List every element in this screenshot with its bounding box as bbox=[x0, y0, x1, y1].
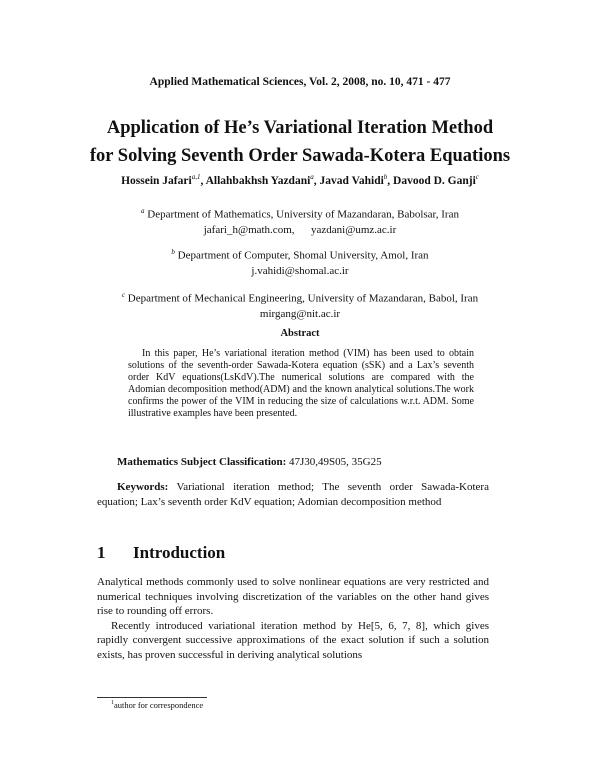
author-affil-mark: a bbox=[310, 173, 314, 181]
msc-label: Mathematics Subject Classification: bbox=[117, 456, 287, 468]
affil-mark: a bbox=[141, 207, 145, 215]
footnote-rule bbox=[97, 697, 207, 698]
keywords-value: Variational iteration method; The seventh order Sawada-Kotera equation; Lax’s seventh order KdV equation; Adomian decomposition method bbox=[97, 481, 489, 508]
keywords-block bbox=[97, 480, 489, 509]
section-title-text: Introduction bbox=[133, 543, 226, 562]
affil-line: Department of Mechanical Engineering, University of Mazandaran, Babol, Iran bbox=[127, 292, 479, 305]
author-affil-mark: c bbox=[475, 173, 479, 181]
msc-value: 47J30,49S05, 35G25 bbox=[289, 456, 382, 468]
title-line-2: for Solving Seventh Order Sawada-Kotera Equations bbox=[89, 146, 511, 166]
affil-line: Department of Mathematics, University of Mazandaran, Babolsar, Iran bbox=[147, 208, 459, 221]
author-name: Davood D. Ganji bbox=[393, 174, 476, 187]
journal-header: Applied Mathematical Sciences, Vol. 2, 2008, no. 10, 471 - 477 bbox=[149, 76, 451, 88]
affil-line: Department of Computer, Shomal University, Amol, Iran bbox=[177, 249, 429, 262]
author-affil-mark: a,1 bbox=[191, 173, 201, 181]
title-line-1: Application of He’s Variational Iteration Method bbox=[106, 118, 494, 138]
affiliation-c bbox=[0, 288, 600, 322]
section-number: 1 bbox=[97, 543, 106, 562]
author-name: Javad Vahidi bbox=[319, 174, 384, 187]
author-list: Hossein Jafari$^{a,1}$, Allahbakhsh Yazdani$^a$, Javad Vahidi$^b$, Davood D. Ganji$^c$ bbox=[121, 173, 479, 187]
footnote bbox=[111, 700, 203, 710]
introduction-body bbox=[97, 575, 489, 663]
author-name: Hossein Jafari bbox=[121, 174, 192, 187]
section-heading bbox=[97, 543, 225, 563]
footnote-text: author for correspondence bbox=[114, 700, 204, 710]
msc-line bbox=[117, 456, 497, 468]
affiliation-b bbox=[0, 245, 600, 279]
author-name: Allahbakhsh Yazdani bbox=[205, 174, 311, 187]
affil-mark: b bbox=[171, 248, 175, 256]
intro-paragraph: Analytical methods commonly used to solve nonlinear equations are very restricted and numerical techniques involving discretization of the variables on the other hand gives rise to rounding off errors. bbox=[97, 576, 489, 618]
abstract-text: In this paper, He’s variational iteration method (VIM) has been used to obtain solutions of the seventh-order Sawada-Kotera equation (sSK) and a Lax’s seventh order KdV equations(LsKdV).The numerical solutions are compared with the Adomian decomposition method(ADM) and the known analytical solutions.The work confirms the power of the VIM in reducing the size of calculations w.r.t. ADM. Some illustrative examples have been presented. bbox=[128, 348, 474, 420]
affil-emails: jafari_h@math.com, yazdani@umz.ac.ir bbox=[203, 223, 397, 236]
affil-mark: c bbox=[121, 291, 125, 299]
intro-paragraph: Recently introduced variational iteration method by He[5, 6, 7, 8], which gives rapidly convergent successive approximations of the exact solution if such a solution exists, has proven successful in deriving analytical solutions bbox=[97, 619, 489, 661]
affil-emails: j.vahidi@shomal.ac.ir bbox=[251, 264, 349, 277]
paper-title bbox=[0, 114, 600, 170]
affil-emails: mirgang@nit.ac.ir bbox=[259, 307, 341, 320]
footnote-mark: 1 bbox=[111, 700, 114, 707]
abstract-heading: Abstract bbox=[280, 328, 320, 339]
affiliation-a bbox=[0, 204, 600, 238]
author-affil-mark: b bbox=[383, 173, 388, 181]
keywords-label: Keywords: bbox=[117, 481, 169, 493]
